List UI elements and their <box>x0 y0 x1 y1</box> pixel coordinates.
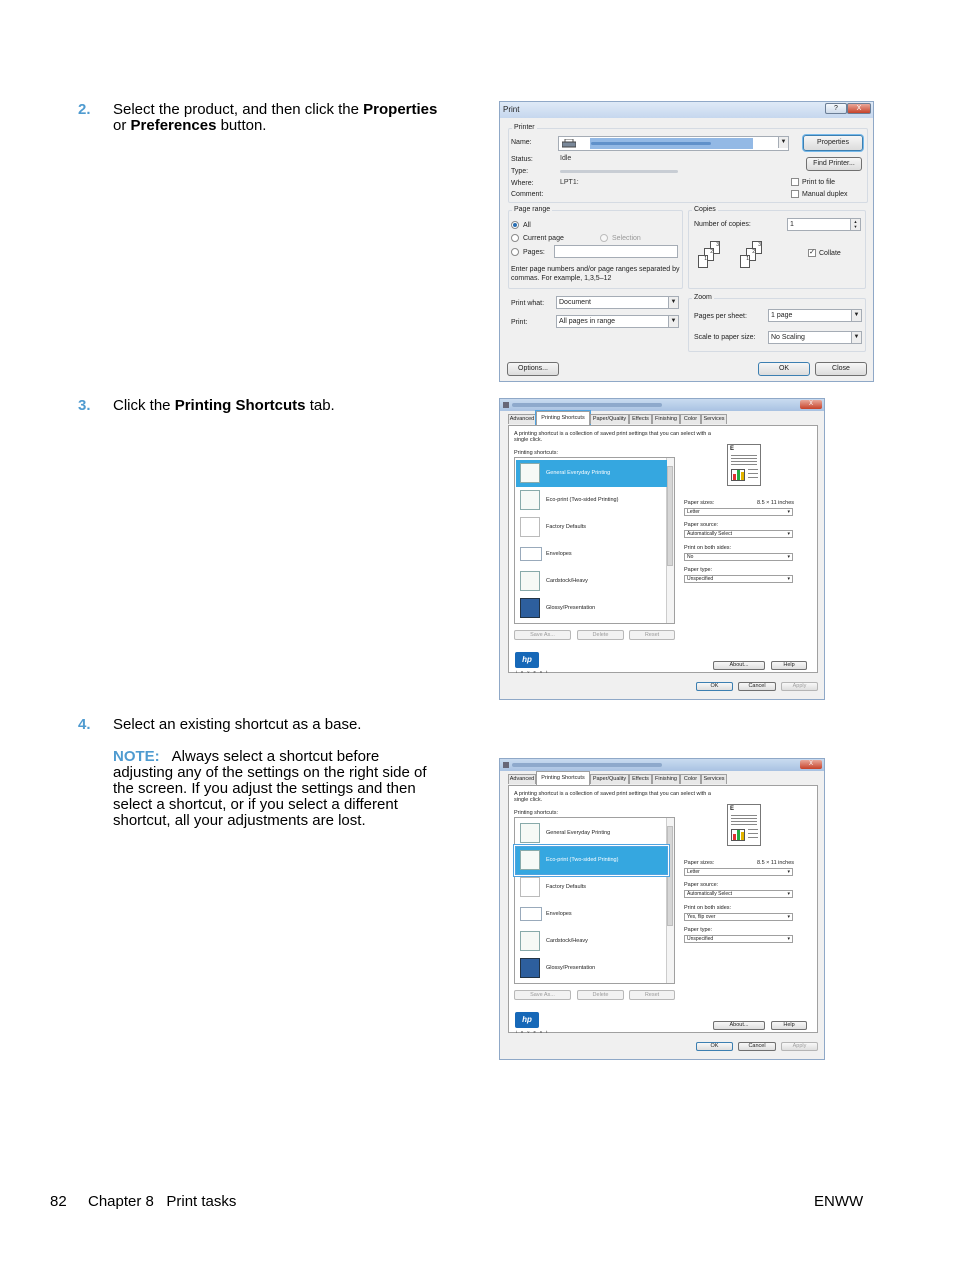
shortcut-list[interactable] <box>514 817 675 984</box>
tab-paper-quality[interactable]: Paper/Quality <box>590 414 629 424</box>
delete-button[interactable]: Delete <box>577 630 624 640</box>
paper-source-select[interactable]: Automatically Select ▾ <box>684 890 793 898</box>
list-item[interactable] <box>516 847 667 874</box>
page-preview: E <box>727 804 761 846</box>
bar-chart-icon <box>731 829 745 841</box>
list-item[interactable] <box>516 514 667 541</box>
shortcut-name: Factory Defaults <box>546 524 587 530</box>
tab-finishing[interactable]: Finishing <box>652 774 680 784</box>
shortcuts-panel: A printing shortcut is a collection of saved print settings that you can select with a single click. Printing shortcuts: General Everyday Printing Eco-print (Two-sided Printing) Factory Defaults Envelopes Cardstock/Heavy Glossy/Presentation Save As... Delete Reset E Paper sizes: 8.5 × 11 inches Letter ▾ Paper source: Automatically Select ▾ Print on both sides: No ▾ Paper type: Unspecified ▾ About... Help <box>508 425 818 673</box>
list-item[interactable] <box>516 928 667 955</box>
printer-icon <box>503 762 509 768</box>
about-button[interactable]: About... <box>713 1021 765 1030</box>
shortcut-name: General Everyday Printing <box>546 470 611 476</box>
dialog-title: Print <box>503 105 520 114</box>
shortcut-name: Eco-print (Two-sided Printing) <box>546 857 619 863</box>
list-item[interactable] <box>516 874 667 901</box>
help-button[interactable]: Help <box>771 1021 807 1030</box>
print-dialog: Print ? X Printer Name: ▼ Status: Idle Type: Where: LPT1: Comment: Properties Find Printer... Print to file Manual duplex Page range All Current page Selection Pages: Enter page numbers and/or page ranges separated by commas. For example, 1,3,5–12 Copies Number of copies: 1 ▲ ▼ 3 2 1 3 2 1 ✓ Collate Print what: Document ▼ Print: All pages in range ▼ Zoom Pages per sheet: 1 page ▼ Scale to paper size: No Scaling ▼ Options... OK Close <box>499 101 874 382</box>
tab-color[interactable]: Color <box>680 414 701 424</box>
step-text: Select the product, and then click the Properties or Preferences button. <box>113 101 438 134</box>
title-bar <box>500 759 824 771</box>
envelope-icon <box>520 547 542 561</box>
paper-size-select[interactable]: Letter ▾ <box>684 868 793 876</box>
shortcuts-label: Printing shortcuts: <box>514 810 559 816</box>
collate-checkbox[interactable]: ✓ <box>809 249 815 256</box>
tab-color[interactable]: Color <box>680 774 701 784</box>
page-number: 82 <box>50 1193 67 1210</box>
printer-icon <box>503 402 509 408</box>
tab-effects[interactable]: Effects <box>629 414 652 424</box>
hp-invent-tagline: i n v e n t <box>516 1029 549 1034</box>
page-preview: E <box>727 444 761 486</box>
redacted-type <box>560 170 678 173</box>
shortcut-name: Eco-print (Two-sided Printing) <box>546 497 619 503</box>
zoom-group: Zoom <box>688 298 866 352</box>
save-as-button[interactable]: Save As... <box>514 990 571 1000</box>
tab-paper-quality[interactable]: Paper/Quality <box>590 774 629 784</box>
all-radio[interactable] <box>511 221 519 229</box>
scrollbar[interactable] <box>666 458 674 623</box>
print-what-select[interactable]: Document ▼ <box>556 296 679 309</box>
paper-type-select[interactable]: Unspecified ▾ <box>684 575 793 583</box>
chapter-label: Chapter 8 Print tasks <box>88 1193 237 1210</box>
shortcut-name: Cardstock/Heavy <box>546 578 588 584</box>
ok-button[interactable]: OK <box>758 362 810 376</box>
shortcut-name: Envelopes <box>546 551 572 557</box>
tab-services[interactable]: Services <box>701 414 727 424</box>
properties-button[interactable]: Properties <box>803 135 863 151</box>
find-printer-button[interactable]: Find Printer... <box>806 157 862 171</box>
title-bar <box>500 399 824 411</box>
page-range-group: Page range <box>508 210 683 289</box>
chevron-down-icon: ▼ <box>668 316 678 327</box>
step-text: Select an existing shortcut as a base. NOTE: Always select a shortcut before adjusting any of the settings on the right side of the screen. If you adjust the settings and then select a shortcut, or if you select a different shortcut, all your adjustments are lost. <box>113 717 438 829</box>
paper-source-select[interactable]: Automatically Select ▾ <box>684 530 793 538</box>
copies-input[interactable]: 1 ▲ ▼ <box>787 218 861 231</box>
chevron-down-icon: ▼ <box>668 297 678 308</box>
note: NOTE: Always select a shortcut before adjusting any of the settings on the right side of the screen. If you adjust the settings and then select a shortcut, or if you select a different shortcut, all your adjustments are lost. <box>113 748 427 829</box>
document-icon <box>520 877 540 897</box>
cancel-button[interactable]: Cancel <box>738 682 776 691</box>
printer-group: Printer <box>508 128 868 203</box>
list-item[interactable] <box>516 568 667 595</box>
envelope-icon <box>520 907 542 921</box>
properties-dialog <box>499 758 825 1060</box>
ok-button[interactable]: OK <box>696 682 733 691</box>
scrollbar[interactable] <box>666 818 674 983</box>
document-icon <box>520 598 540 618</box>
title-bar <box>500 102 873 118</box>
document-icon <box>520 463 540 483</box>
shortcuts-label: Printing shortcuts: <box>514 450 559 456</box>
both-sides-select[interactable]: Yes, flip over ▾ <box>684 913 793 921</box>
printer-name-select[interactable] <box>558 136 789 151</box>
tab-advanced[interactable]: Advanced <box>509 776 535 782</box>
close-icon[interactable]: X <box>800 760 822 769</box>
current-page-radio[interactable] <box>511 234 519 242</box>
paper-type-select[interactable]: Unspecified ▾ <box>684 935 793 943</box>
list-item[interactable] <box>516 820 667 847</box>
document-icon <box>520 931 540 951</box>
print-to-file-checkbox[interactable] <box>791 178 799 186</box>
description: A printing shortcut is a collection of saved print settings that you can select with a single click. <box>514 431 711 443</box>
hp-invent-tagline: i n v e n t <box>516 669 549 674</box>
tab-finishing[interactable]: Finishing <box>652 414 680 424</box>
redacted-title <box>512 403 662 407</box>
manual-duplex-checkbox[interactable] <box>791 190 799 198</box>
close-icon[interactable]: X <box>847 103 871 114</box>
reset-button[interactable]: Reset <box>629 630 675 640</box>
list-item[interactable] <box>516 595 667 622</box>
hp-logo: hp <box>515 1012 539 1028</box>
chevron-down-icon: ▼ <box>851 332 861 343</box>
document-icon <box>520 490 540 510</box>
tab-effects[interactable]: Effects <box>629 774 652 784</box>
selection-radio[interactable] <box>600 234 608 242</box>
options-button[interactable]: Options... <box>507 362 559 376</box>
help-button[interactable]: Help <box>771 661 807 670</box>
list-item[interactable] <box>516 541 667 568</box>
shortcut-list[interactable] <box>514 457 675 624</box>
paper-size-select[interactable]: Letter ▾ <box>684 508 793 516</box>
redacted-title <box>512 763 662 767</box>
both-sides-select[interactable]: No ▾ <box>684 553 793 561</box>
shortcuts-panel: A printing shortcut is a collection of saved print settings that you can select with a single click. Printing shortcuts: General Everyday Printing Eco-print (Two-sided Printing) Factory Defaults Envelopes Cardstock/Heavy Glossy/Presentation Save As... Delete Reset E Paper sizes: 8.5 × 11 inches Letter ▾ Paper source: Automatically Select ▾ Print on both sides: Yes, flip over ▾ Paper type: Unspecified ▾ About... Help <box>508 785 818 1033</box>
step-text: Click the Printing Shortcuts tab. <box>113 397 335 414</box>
about-button[interactable]: About... <box>713 661 765 670</box>
delete-button[interactable]: Delete <box>577 990 624 1000</box>
cancel-button[interactable]: Cancel <box>738 1042 776 1051</box>
document-icon <box>520 823 540 843</box>
shortcut-name: Envelopes <box>546 911 572 917</box>
shortcut-name: General Everyday Printing <box>546 830 611 836</box>
save-as-button[interactable]: Save As... <box>514 630 571 640</box>
document-icon <box>520 571 540 591</box>
apply-button[interactable]: Apply <box>781 1042 818 1051</box>
tab-advanced[interactable]: Advanced <box>509 416 535 422</box>
shortcut-name: Glossy/Presentation <box>546 965 596 971</box>
chevron-down-icon: ▼ <box>778 137 788 148</box>
step-number: 2. <box>78 101 91 118</box>
shortcut-name: Factory Defaults <box>546 884 587 890</box>
scroll-thumb[interactable] <box>667 466 673 566</box>
list-item[interactable] <box>516 487 667 514</box>
scale-select[interactable]: No Scaling ▼ <box>768 331 862 344</box>
pages-input[interactable] <box>554 245 678 258</box>
list-item[interactable] <box>516 955 667 982</box>
print-select[interactable]: All pages in range ▼ <box>556 315 679 328</box>
ok-button[interactable]: OK <box>696 1042 733 1051</box>
printer-icon <box>562 139 582 148</box>
properties-dialog <box>499 398 825 700</box>
help-icon[interactable]: ? <box>825 103 847 114</box>
spin-arrows-icon[interactable]: ▲ ▼ <box>850 219 860 230</box>
hp-logo: hp <box>515 652 539 668</box>
apply-button[interactable]: Apply <box>781 682 818 691</box>
shortcut-name: Cardstock/Heavy <box>546 938 588 944</box>
pages-per-sheet-select[interactable]: 1 page ▼ <box>768 309 862 322</box>
step-number: 3. <box>78 397 91 414</box>
document-icon <box>520 517 540 537</box>
list-item[interactable] <box>516 460 667 487</box>
tab-printing-shortcuts[interactable]: Printing Shortcuts <box>536 771 590 785</box>
step-number: 4. <box>78 716 91 733</box>
copies-group: Copies <box>688 210 866 289</box>
tab-services[interactable]: Services <box>701 774 727 784</box>
document-icon <box>520 850 540 870</box>
document-icon <box>520 958 540 978</box>
list-item[interactable] <box>516 901 667 928</box>
reset-button[interactable]: Reset <box>629 990 675 1000</box>
scroll-thumb[interactable] <box>667 826 673 926</box>
tab-printing-shortcuts[interactable]: Printing Shortcuts <box>536 411 590 425</box>
pages-radio[interactable] <box>511 248 519 256</box>
description: A printing shortcut is a collection of saved print settings that you can select with a single click. <box>514 791 711 803</box>
shortcut-name: Glossy/Presentation <box>546 605 596 611</box>
close-icon[interactable]: X <box>800 400 822 409</box>
close-button[interactable]: Close <box>815 362 867 376</box>
footer-brand: ENWW <box>814 1193 864 1210</box>
chevron-down-icon: ▼ <box>851 310 861 321</box>
bar-chart-icon <box>731 469 745 481</box>
